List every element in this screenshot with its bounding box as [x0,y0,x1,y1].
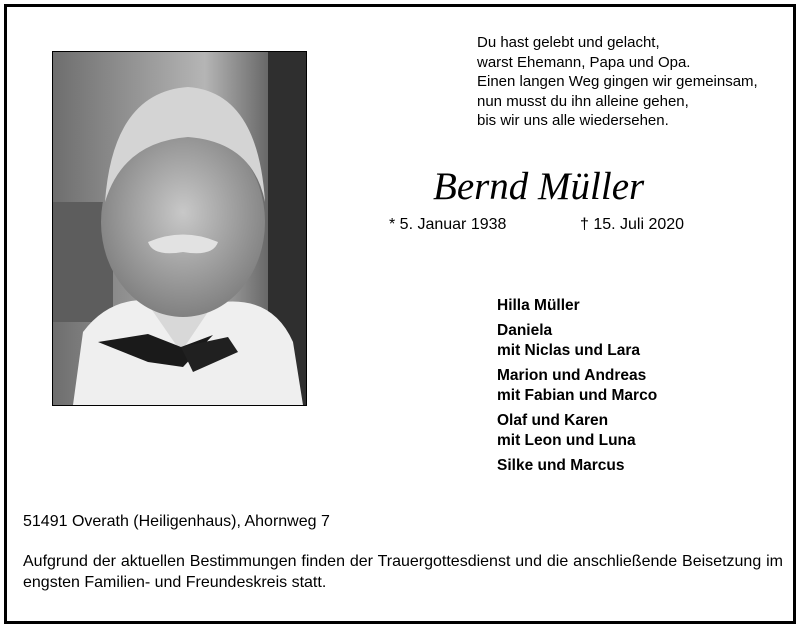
family-group [497,456,657,476]
poem-line: Einen langen Weg gingen wir gemeinsam, [477,73,758,90]
birth-date: * 5. Januar 1938 [389,216,507,233]
family-group [497,366,657,406]
family-line: Olaf und Karen [497,412,609,429]
family-group [497,321,657,361]
family-group [497,411,657,451]
family-group [497,296,657,316]
poem-line: Du hast gelebt und gelacht, [477,34,660,51]
funeral-notice: Aufgrund der aktuellen Bestimmungen finden der Trauergottesdienst und die anschließende Beisetzung im engsten Familien- und Freundeskreis statt. [23,553,783,591]
family-line: mit Leon und Luna [497,432,636,449]
poem-line: warst Ehemann, Papa und Opa. [477,53,691,71]
deceased-name: Bernd Müller [433,165,645,208]
address: 51491 Overath (Heiligenhaus), Ahornweg 7 [23,513,330,530]
memorial-poem [477,33,758,131]
portrait-photo [52,51,307,406]
family-line: mit Niclas und Lara [497,342,640,359]
poem-line: nun musst du ihn alleine gehen, [477,92,689,110]
family-line: Hilla Müller [497,297,580,314]
family-line: mit Fabian und Marco [497,387,658,404]
poem-line: bis wir uns alle wiedersehen. [477,112,669,129]
family-list [497,296,657,481]
family-line: Daniela [497,322,553,339]
family-line: Silke und Marcus [497,457,625,474]
family-line: Marion und Andreas [497,367,647,384]
death-date: † 15. Juli 2020 [580,216,685,233]
